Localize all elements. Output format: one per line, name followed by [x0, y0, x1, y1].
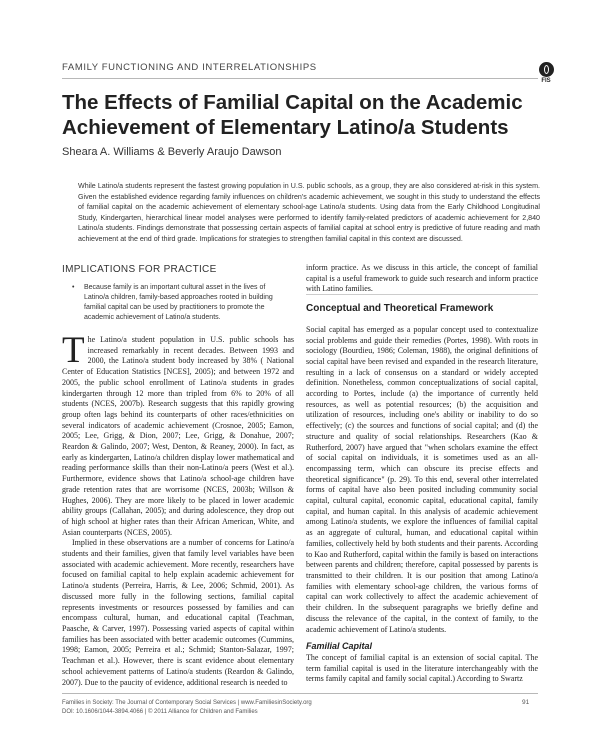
- journal-logo: [536, 62, 556, 84]
- right-column: [306, 263, 538, 685]
- title-line-2: Achievement of Elementary Latino/a Students: [62, 116, 509, 139]
- header-rule: [62, 78, 538, 79]
- logo-text: FIS: [541, 78, 551, 84]
- journal-logo-icon: [539, 62, 554, 77]
- abstract: While Latino/a students represent the fastest growing population in U.S. public schools, as a group, they are also considered at-risk in this system. Given the established evidence regarding family influences on children's academic achievement, we sought in this study to understand the effects of familial capital on the academic achievement of elementary school-age Latino/a students. Using data from the Early Childhood Longitudinal Study, Kindergarten, hierarchical linear model analyses were performed to identify family-related predictors of academic achievement for 2,840 Latino/a students. Findings demonstrate that possessing certain aspects of familial capital at school entry is predictive of future reading and math achievement at the end of third grade. Implications for strategies to strengthen familial capital in this context are discussed.: [78, 182, 540, 243]
- page-number: 91: [522, 699, 530, 706]
- familial-capital-heading: Familial Capital: [306, 641, 373, 652]
- intro-text: he Latino/a student population in U.S. public schools has increased remarkably in recent decades. Between 1993 and 2000, the Latino/a student body increased by 38% ( National Center of Education Statistics [NCES], 2005); and between 1972 and 2005, the public school enrollment of Latino/a students in grades kindergarten through 12 more than tripled from 6% to 20% of all students (NCES, 2007b). Research suggests that this rapidly growing group often lags behind its counterparts of other races/ethnicities on several indicators of academic achievement (Crosnoe, 2005; Eamon, 2005; Lee, Grigg, & Dion, 2007; Lee, Grigg, & Donahue, 2007; Reardon & Galindo, 2007; West, Denton, & Reaney, 2000). In fact, as early as kindergarten, Latino/a children display lower mathematical and reading performance skills than their non-Latino/a peers (West et al.). Furthermore, evidence shows that Latino/a school-age children have grade retention rates that are worrisome (NCES, 2003b; Willson & Hughes, 2006). They are more likely to be placed in lower academic ability groups (Callahan, 2005); and during adolescence, they drop out of high school at higher rates than their African American, White, and Asian counterparts (NCES, 2005).: [62, 335, 294, 537]
- implications-bullet: • Because family is an important cultural asset in the lives of Latino/a children, family-based approaches rooted in building familial capital can be used by practitioners to promote the academic achievement of Latino/a students.: [72, 283, 282, 323]
- drop-cap: T: [62, 330, 85, 371]
- familial-capital-paragraph: The concept of familial capital is an extension of social capital. The term familial capital is used in the literature interchangeably with the terms family capital and family social capital.) According to Swartz: [306, 652, 538, 684]
- left-column: [62, 330, 294, 688]
- left-paragraph-2: Implied in these observations are a number of concerns for Latino/a students and their families, given that family level variables have been associated with academic achievement. More recently, researchers have focused on familial capital to help explain academic achievement for Latino/a students (Perreira, Harris, & Lee, 2006; Schmid, 2001). As discussed more fully in the following sections, familial capital represents investments or resources possessed by families and can encompass cultural, human, and educational capital (Teachman, Paasche, & Carver, 1997). Possessing varied aspects of capital within families has been associated with better academic outcomes (Cummins, 1998; Eamon, 2005; Perreira et al.; Schmid; Stanton-Salazar, 1997; Teachman et al.). However, there is scant evidence about elementary school achievement patterns of Latino/a students (Reardon & Galindo, 2007). Due to the paucity of evidence, additional research is needed to: [62, 538, 294, 687]
- implications-list: [72, 283, 282, 323]
- footer-rule: [62, 693, 538, 694]
- framework-paragraph: Social capital has emerged as a popular concept used to contextualize social problems and guide their remedies (Portes, 1998). With roots in sociology (Bourdieu, 1986; Coleman, 1988), the original definitions of social capital have been revised and expanded in the research literature, resulting in a lack of consensus on a standard or widely accepted definition. Nonetheless, common conceptualizations of social capital, according to Portes, include (a) the importance of currently held resources, as well as potential resources; (b) the acquisition and utilization of resources, including one's ability or inability to do so effectively; (c) the sources and functions of social capital; and (d) the structure and quality of social relationships. Researchers (Kao & Rutherford, 2007) have argued that "when scholars examine the effect of social capital on individuals, it is sometimes used as an all-encompassing term, which can obscure its precise effects and theoretical significance" (p. 29). To this end, several other interrelated forms of capital have also been posited including community social capital, cultural capital, economic capital, educational capital, family capital, and human capital. In this analysis of academic achievement among Latino/a students, we explore the influences of familial capital as an aggregate of cultural, human, and educational capital within families, collectively held by both students and their parents. According to Kao and Rutherford, capital within the family is based on interactions between parents and children; therefore, capital possessed by parents is transmitted to their children. It is our position that among Latino/a families with elementary school-age children, the various forms of capital can work collectively to affect the academic achievement of their children. In the subsequent paragraphs we briefly define and discuss the relevance of the capital, in the context of family, to the academic achievement of Latino/a students.: [306, 324, 538, 634]
- footer-journal: Families in Society: The Journal of Contemporary Social Services | www.FamiliesinSociety.org: [62, 700, 312, 706]
- authors: Sheara A. Williams & Beverly Araujo Dawson: [62, 146, 282, 158]
- intro-paragraph: [62, 330, 294, 538]
- title-line-1: The Effects of Familial Capital on the Academic: [62, 91, 523, 114]
- footer: [62, 699, 522, 716]
- continuation-paragraph: inform practice. As we discuss in this article, the concept of familial capital is a useful framework to guide such research and inform practice with Latino families.: [306, 263, 538, 294]
- framework-heading: Conceptual and Theoretical Framework: [306, 303, 494, 315]
- footer-doi: DOI: 10.1606/1044-3894.4066 | © 2011 Alliance for Children and Families: [62, 708, 258, 715]
- framework-heading-rule: [306, 294, 538, 295]
- section-label: FAMILY FUNCTIONING AND INTERRELATIONSHIPS: [62, 62, 317, 73]
- implications-heading: IMPLICATIONS FOR PRACTICE: [62, 264, 217, 275]
- article-title: [62, 90, 542, 140]
